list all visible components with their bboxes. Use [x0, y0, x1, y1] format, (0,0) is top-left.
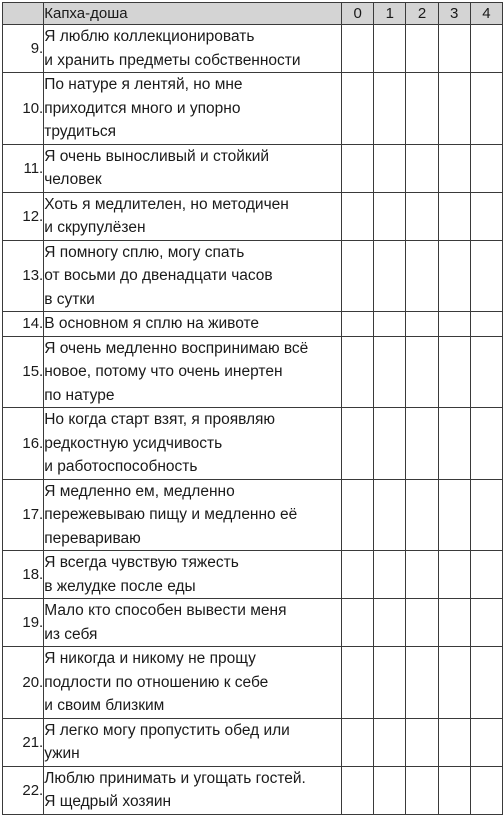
question-text	[44, 312, 342, 337]
score-header-3: 3	[438, 3, 470, 25]
question-number: 14.	[3, 312, 44, 337]
question-text-line: в желудке после еды	[44, 577, 196, 595]
question-text	[44, 336, 342, 408]
score-cell-0[interactable]	[342, 551, 374, 599]
table-row	[3, 25, 503, 73]
question-text-line: Я никогда и никому не прощу	[44, 650, 256, 667]
score-cell-4[interactable]	[470, 718, 502, 766]
score-cell-2[interactable]	[406, 25, 438, 73]
question-text	[44, 73, 342, 145]
question-text-line: Хоть я медлителен, но методичен	[44, 195, 289, 213]
score-cell-0[interactable]	[342, 718, 374, 766]
score-cell-3[interactable]	[438, 73, 470, 145]
score-cell-0[interactable]	[342, 73, 374, 145]
score-cell-2[interactable]	[406, 336, 438, 408]
question-text-line: Я люблю коллекционировать	[44, 28, 255, 45]
score-cell-1[interactable]	[374, 312, 406, 337]
score-cell-4[interactable]	[470, 25, 502, 73]
score-header-0: 0	[342, 3, 374, 25]
score-header-1: 1	[374, 3, 406, 25]
question-text-line: редкостную усидчивость	[44, 434, 223, 452]
question-text-line: перевариваю	[44, 529, 141, 547]
score-cell-1[interactable]	[374, 599, 406, 647]
question-number: 19.	[3, 599, 44, 647]
question-text-line: и своим близким	[44, 697, 165, 714]
table-row	[3, 240, 503, 312]
score-cell-1[interactable]	[374, 479, 406, 551]
score-cell-0[interactable]	[342, 312, 374, 337]
table-row	[3, 192, 503, 240]
question-text-line: Я медленно ем, медленно	[44, 482, 235, 500]
score-cell-1[interactable]	[374, 25, 406, 73]
score-cell-3[interactable]	[438, 766, 470, 814]
score-cell-0[interactable]	[342, 479, 374, 551]
score-cell-3[interactable]	[438, 336, 470, 408]
question-text-line: и скрупулёзен	[44, 219, 146, 236]
score-cell-0[interactable]	[342, 25, 374, 73]
score-cell-2[interactable]	[406, 647, 438, 719]
question-number: 16.	[3, 408, 44, 480]
score-cell-3[interactable]	[438, 647, 470, 719]
table-row	[3, 479, 503, 551]
score-cell-1[interactable]	[374, 144, 406, 192]
number-column-header	[3, 3, 44, 25]
score-cell-2[interactable]	[406, 599, 438, 647]
score-cell-3[interactable]	[438, 408, 470, 480]
score-cell-3[interactable]	[438, 192, 470, 240]
score-cell-4[interactable]	[470, 192, 502, 240]
table-row	[3, 73, 503, 145]
score-cell-0[interactable]	[342, 599, 374, 647]
score-cell-4[interactable]	[470, 312, 502, 337]
table-header-row	[3, 3, 503, 25]
score-cell-4[interactable]	[470, 144, 502, 192]
table-row	[3, 599, 503, 647]
question-text-line: Я всегда чувствую тяжесть	[44, 554, 239, 571]
question-text	[44, 551, 342, 599]
question-number: 21.	[3, 718, 44, 766]
question-text-line: в сутки	[44, 290, 95, 308]
score-cell-1[interactable]	[374, 551, 406, 599]
score-cell-0[interactable]	[342, 336, 374, 408]
score-cell-0[interactable]	[342, 647, 374, 719]
question-number: 9.	[3, 25, 44, 73]
score-cell-2[interactable]	[406, 144, 438, 192]
question-text-line: Но когда старт взят, я проявляю	[44, 411, 276, 428]
score-cell-4[interactable]	[470, 599, 502, 647]
question-text-line: ужин	[44, 745, 80, 762]
question-text-line: Я помногу сплю, могу спать	[44, 243, 245, 261]
score-cell-1[interactable]	[374, 408, 406, 480]
score-cell-2[interactable]	[406, 479, 438, 551]
question-text-line: от восьми до двенадцати часов	[44, 267, 273, 284]
question-text-line: и работоспособность	[44, 458, 198, 475]
question-text	[44, 718, 342, 766]
score-cell-1[interactable]	[374, 192, 406, 240]
table-row	[3, 718, 503, 766]
table-row	[3, 766, 503, 814]
question-text-line: новое, потому что очень инертен	[44, 363, 283, 380]
table-row	[3, 551, 503, 599]
score-cell-3[interactable]	[438, 479, 470, 551]
score-cell-1[interactable]	[374, 647, 406, 719]
score-cell-1[interactable]	[374, 73, 406, 145]
question-number: 15.	[3, 336, 44, 408]
score-cell-2[interactable]	[406, 766, 438, 814]
question-number: 11.	[3, 144, 44, 192]
question-text-line: трудиться	[44, 123, 117, 140]
score-cell-4[interactable]	[470, 240, 502, 312]
table-row	[3, 336, 503, 408]
question-text-line: и хранить предметы собственности	[44, 51, 301, 69]
question-text	[44, 647, 342, 719]
question-text	[44, 408, 342, 480]
score-cell-2[interactable]	[406, 312, 438, 337]
score-cell-4[interactable]	[470, 479, 502, 551]
score-header-4: 4	[470, 3, 502, 25]
question-text	[44, 25, 342, 73]
question-text-line: По натуре я лентяй, но мне	[44, 76, 243, 93]
question-number: 12.	[3, 192, 44, 240]
score-header-2: 2	[406, 3, 438, 25]
score-cell-0[interactable]	[342, 192, 374, 240]
score-cell-3[interactable]	[438, 718, 470, 766]
score-cell-1[interactable]	[374, 240, 406, 312]
kapha-dosha-table	[2, 2, 503, 815]
question-text-line: пережевываю пищу и медленно её	[44, 506, 298, 523]
question-number: 10.	[3, 73, 44, 145]
score-cell-3[interactable]	[438, 144, 470, 192]
table-row	[3, 647, 503, 719]
score-cell-2[interactable]	[406, 192, 438, 240]
question-text	[44, 144, 342, 192]
question-text-line: по натуре	[44, 386, 115, 404]
score-cell-3[interactable]	[438, 25, 470, 73]
score-cell-3[interactable]	[438, 599, 470, 647]
table-row	[3, 312, 503, 337]
score-cell-1[interactable]	[374, 336, 406, 408]
score-cell-1[interactable]	[374, 718, 406, 766]
table-row	[3, 408, 503, 480]
question-number: 17.	[3, 479, 44, 551]
question-text-line: Мало кто способен вывести меня	[44, 602, 287, 619]
score-cell-2[interactable]	[406, 73, 438, 145]
score-cell-2[interactable]	[406, 408, 438, 480]
question-text-line: подлости по отношению к себе	[44, 673, 269, 691]
question-text-line: Люблю принимать и угощать гостей.	[44, 769, 306, 787]
question-number: 20.	[3, 647, 44, 719]
question-number: 13.	[3, 240, 44, 312]
table-row	[3, 144, 503, 192]
question-text-line: В основном я сплю на животе	[44, 315, 260, 332]
question-text	[44, 240, 342, 312]
score-cell-4[interactable]	[470, 408, 502, 480]
score-cell-3[interactable]	[438, 240, 470, 312]
score-cell-4[interactable]	[470, 647, 502, 719]
question-text-line: приходится много и упорно	[44, 99, 241, 117]
score-cell-4[interactable]	[470, 766, 502, 814]
question-text	[44, 479, 342, 551]
score-cell-3[interactable]	[438, 312, 470, 337]
table-title: Капха-доша	[44, 3, 342, 25]
question-text-line: Я щедрый хозяин	[44, 793, 172, 810]
question-number: 18.	[3, 551, 44, 599]
score-cell-4[interactable]	[470, 73, 502, 145]
score-cell-0[interactable]	[342, 144, 374, 192]
question-text	[44, 766, 342, 814]
question-text-line: человек	[44, 171, 102, 188]
question-number: 22.	[3, 766, 44, 814]
question-text-line: Я очень медленно воспринимаю всё	[44, 339, 309, 357]
question-text	[44, 599, 342, 647]
question-text-line: Я легко могу пропустить обед или	[44, 721, 290, 739]
score-cell-2[interactable]	[406, 551, 438, 599]
score-cell-0[interactable]	[342, 240, 374, 312]
score-cell-4[interactable]	[470, 336, 502, 408]
score-cell-2[interactable]	[406, 240, 438, 312]
score-cell-0[interactable]	[342, 766, 374, 814]
score-cell-2[interactable]	[406, 718, 438, 766]
question-text	[44, 192, 342, 240]
score-cell-1[interactable]	[374, 766, 406, 814]
score-cell-0[interactable]	[342, 408, 374, 480]
score-cell-4[interactable]	[470, 551, 502, 599]
score-cell-3[interactable]	[438, 551, 470, 599]
question-text-line: из себя	[44, 625, 98, 643]
question-text-line: Я очень выносливый и стойкий	[44, 147, 270, 165]
